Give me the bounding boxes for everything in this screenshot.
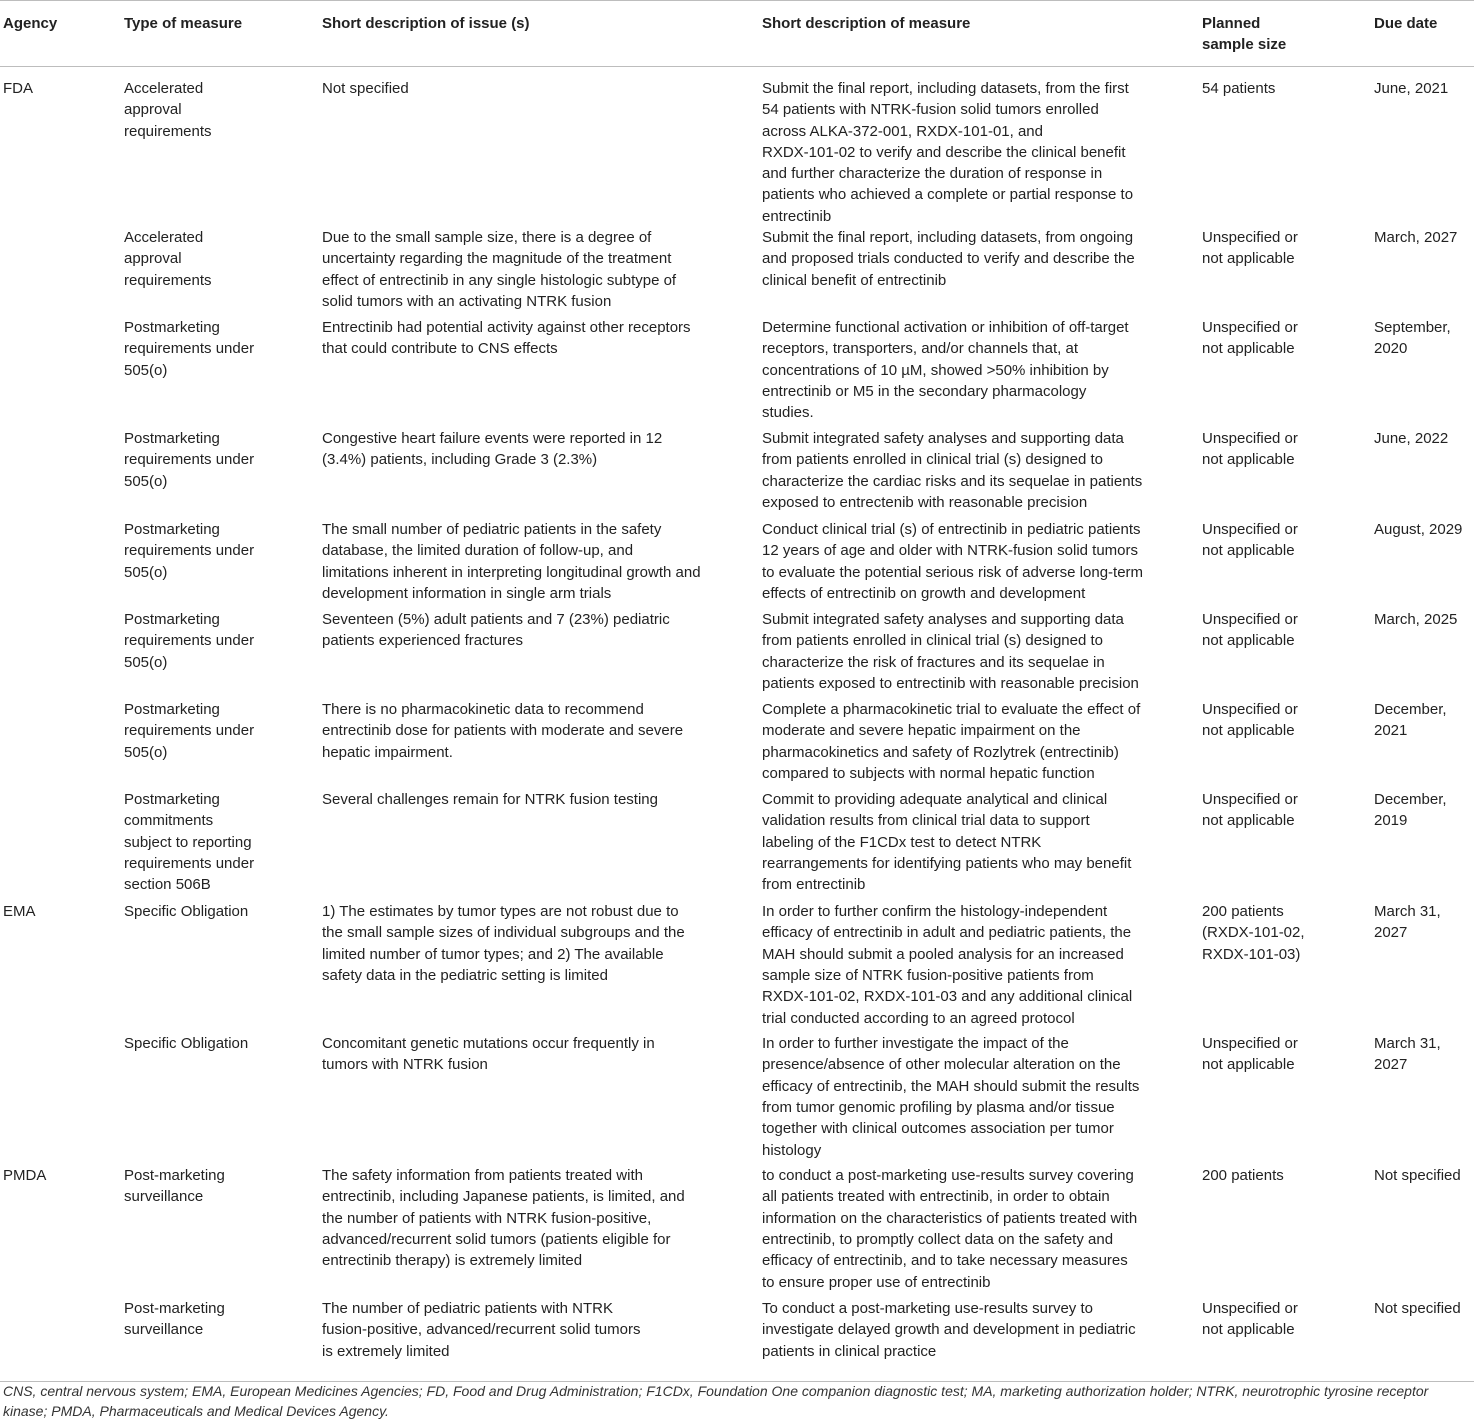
cell-type-of-measure: Accelerated approval requirements [124,80,212,140]
cell-due-date: June, 2022 [1374,430,1449,448]
cell-sample-size: Unspecified or not applicable [1202,611,1298,650]
cell-measure: Complete a pharmacokinetic trial to evaluate the effect of moderate and severe hepatic impairment on the pharmacokinetics and safety of Rozlytrek (entrectinib) compared to subjects with normal hepatic function [762,701,1141,782]
cell-agency: FDA [3,80,33,97]
cell-type-of-measure: Postmarketing requirements under 505(o) [124,701,255,761]
cell-sample-size: Unspecified or not applicable [1202,701,1298,740]
cell-issue: The safety information from patients treated with entrectinib, including Japanese patients, is limited, and the number of patients with NTRK fusion-positive, advanced/recurrent solid tumors (patients eligible for entrectinib therapy) is extremely limited [322,1167,685,1270]
cell-issue: The number of pediatric patients with NTRK fusion-positive, advanced/recurrent solid tumors is extremely limited [322,1298,762,1381]
cell-due-date: Not specified [1374,1298,1474,1381]
cell-issue: Concomitant genetic mutations occur frequently in tumors with NTRK fusion [322,1035,655,1074]
cell-measure: To conduct a post-marketing use-results survey to investigate delayed growth and development in pediatric patients in clinical practice [762,1298,1202,1381]
cell-agency [0,699,124,789]
cell-sample-size: Unspecified or not applicable [1202,229,1298,268]
cell-agency [0,609,124,699]
cell-type-of-measure: Specific Obligation [124,1035,249,1053]
cell-agency: PMDA [3,1167,47,1185]
cell-issue: Entrectinib had potential activity against other receptors that could contribute to CNS effects [322,319,691,358]
header-planned-sample-size: Planned sample size [1202,1,1374,67]
cell-type-of-measure: Postmarketing requirements under 505(o) [124,521,255,581]
cell-due-date: March 31, 2027 [1374,903,1441,942]
cell-type-of-measure: Accelerated approval requirements [124,229,212,289]
cell-measure: Submit integrated safety analyses and supporting data from patients enrolled in clinical trial (s) designed to characterize the cardiac risks and its sequelae in patients exposed to entrectenib with reasonable precision [762,430,1143,511]
table-row [0,699,1474,789]
table-body [0,67,1474,1382]
cell-agency [0,227,124,317]
cell-sample-size: Unspecified or not applicable [1202,521,1298,560]
table-row [0,901,1474,1033]
cell-sample-size: Unspecified or not applicable [1202,319,1298,358]
cell-due-date: June, 2021 [1374,80,1449,97]
cell-agency [0,1298,124,1381]
cell-measure: In order to further confirm the histology-independent efficacy of entrectinib in adult and pediatric patients, the MAH should submit a pooled analysis for an increased sample size of NTRK fusion-positive patients from RXDX-101-02, RXDX-101-03 and any additional clinical trial conducted according to an agreed protocol [762,903,1133,1027]
cell-agency [0,428,124,519]
cell-due-date: March, 2025 [1374,611,1458,629]
table-header-row [0,1,1474,67]
cell-issue: 1) The estimates by tumor types are not robust due to the small sample sizes of individual subgroups and the limited number of tumor types; and 2) The available safety data in the pediatric setting is limited [322,903,685,984]
cell-sample-size: Unspecified or not applicable [1202,1298,1374,1381]
cell-measure: Submit integrated safety analyses and supporting data from patients enrolled in clinical trial (s) designed to characterize the risk of fractures and its sequelae in patients exposed to entrectinib with reasonable precision [762,611,1139,692]
cell-agency [0,789,124,901]
header-issue-description: Short description of issue (s) [322,1,762,67]
header-due-date: Due date [1374,1,1474,67]
header-measure-description: Short description of measure [762,1,1202,67]
table-row [0,789,1474,901]
cell-type-of-measure: Postmarketing requirements under 505(o) [124,611,255,671]
cell-measure: Submit the final report, including datasets, from the first 54 patients with NTRK-fusion solid tumors enrolled across ALKA-372-001, RXDX-101-01, and RXDX-101-02 to verify and describe the clinical benefit and further characterize the duration of response in patients who achieved a complete or partial response to entrectinib [762,80,1134,225]
table-row [0,67,1474,228]
cell-issue: There is no pharmacokinetic data to recommend entrectinib dose for patients with moderate and severe hepatic impairment. [322,701,684,761]
table-row [0,519,1474,609]
cell-due-date: Not specified [1374,1167,1461,1185]
cell-due-date: August, 2029 [1374,521,1463,539]
cell-issue: Seventeen (5%) adult patients and 7 (23%) pediatric patients experienced fractures [322,611,670,650]
cell-agency [0,1033,124,1165]
cell-due-date: September, 2020 [1374,319,1451,358]
table-footnote: CNS, central nervous system; EMA, European Medicines Agencies; FD, Food and Drug Administration; F1CDx, Foundation One companion diagnostic test; MA, marketing authorization holder; NTRK, neurotrophic tyrosine receptor kinase; PMDA, Pharmaceuticals and Medical Devices Agency. [3,1383,1429,1419]
cell-type-of-measure: Specific Obligation [124,903,249,921]
header-agency: Agency [0,1,124,67]
cell-measure: Commit to providing adequate analytical and clinical validation results from clinical trial data to support labeling of the F1CDx test to detect NTRK rearrangements for identifying patients who may benefit from entrectinib [762,791,1132,894]
cell-due-date: March 31, 2027 [1374,1035,1441,1074]
cell-sample-size: Unspecified or not applicable [1202,1035,1298,1074]
cell-issue: Several challenges remain for NTRK fusion testing [322,791,658,809]
cell-type-of-measure: Post-marketing surveillance [124,1298,322,1381]
cell-issue: Due to the small sample size, there is a degree of uncertainty regarding the magnitude of the treatment effect of entrectinib in any single histologic subtype of solid tumors with an activating NTRK fusion [322,229,677,310]
table-row [0,1165,1474,1298]
cell-issue: Congestive heart failure events were reported in 12 (3.4%) patients, including Grade 3 (2.3%) [322,430,663,469]
table-row [0,609,1474,699]
cell-issue: The small number of pediatric patients in the safety database, the limited duration of follow-up, and limitations inherent in interpreting longitudinal growth and development information in single arm trials [322,521,701,602]
cell-measure: Conduct clinical trial (s) of entrectinib in pediatric patients 12 years of age and older with NTRK-fusion solid tumors to evaluate the potential serious risk of adverse long-term effects of entrectinib on growth and development [762,521,1144,602]
cell-due-date: December, 2019 [1374,791,1447,830]
cell-type-of-measure: Post-marketing surveillance [124,1167,225,1206]
cell-sample-size: 54 patients [1202,80,1276,97]
table-row [0,317,1474,428]
cell-type-of-measure: Postmarketing commitments subject to reporting requirements under section 506B [124,791,255,894]
cell-issue: Not specified [322,80,409,97]
cell-agency: EMA [3,903,36,921]
cell-measure: Determine functional activation or inhibition of off-target receptors, transporters, and/or channels that, at concentrations of 10 µM, showed >50% inhibition by entrectinib or M5 in the secondary pharmacology studies. [762,319,1129,422]
cell-due-date: December, 2021 [1374,701,1447,740]
table-row [0,1298,1474,1381]
cell-agency [0,519,124,609]
header-type-of-measure: Type of measure [124,1,322,67]
cell-measure: Submit the final report, including datasets, from ongoing and proposed trials conducted to verify and describe the clinical benefit of entrectinib [762,229,1135,289]
table-row [0,428,1474,519]
cell-sample-size: Unspecified or not applicable [1202,430,1298,469]
cell-measure: In order to further investigate the impact of the presence/absence of other molecular alteration on the efficacy of entrectinib, the MAH should submit the results from tumor genomic profiling by plasma and/or tissue together with clinical outcomes association per tumor histology [762,1035,1140,1159]
cell-sample-size: 200 patients [1202,1167,1284,1185]
cell-measure: to conduct a post-marketing use-results survey covering all patients treated with entrectinib, in order to obtain information on the characteristics of patients treated with entrectinib, to promptly collect data on the safety and efficacy of entrectinib, and to take necessary measures to ensure proper use of entrectinib [762,1167,1138,1291]
cell-type-of-measure: Postmarketing requirements under 505(o) [124,430,255,490]
cell-due-date: March, 2027 [1374,229,1458,247]
cell-agency [0,317,124,428]
cell-sample-size: 200 patients (RXDX-101-02, RXDX-101-03) [1202,903,1305,963]
table-row [0,227,1474,317]
cell-type-of-measure: Postmarketing requirements under 505(o) [124,319,255,379]
table-row [0,1033,1474,1165]
cell-sample-size: Unspecified or not applicable [1202,791,1298,830]
